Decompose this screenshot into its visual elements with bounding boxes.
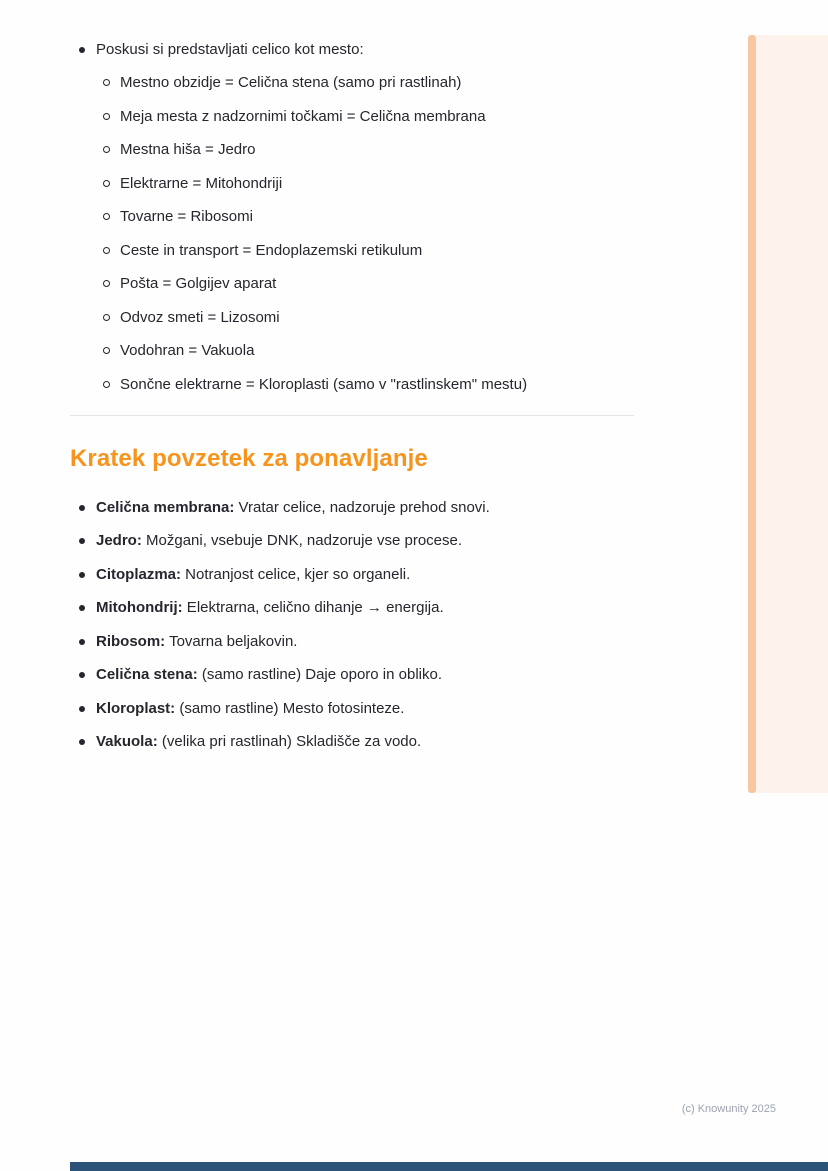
analogy-intro: Poskusi si predstavljati celico kot mesto: (96, 41, 364, 58)
list-item: Tovarne = Ribosomi (96, 207, 634, 226)
summary-heading: Kratek povzetek za ponavljanje (70, 444, 428, 472)
right-accent-panel (756, 35, 828, 793)
list-item (70, 632, 634, 651)
list-item (70, 699, 634, 718)
term-description: Notranjost celice, kjer so organeli. (181, 565, 411, 583)
term-description: (velika pri rastlinah) Skladišče za vodo. (157, 733, 422, 750)
list-item: Mestno obzidje = Celična stena (samo pri rastlinah) (96, 73, 634, 92)
term-label: Ribosom: (96, 632, 166, 650)
term-description: Možgani, vsebuje DNK, nadzoruje vse procese. (141, 532, 463, 549)
list-item: Pošta = Golgijev aparat (96, 274, 634, 293)
city-analogy-list (70, 40, 634, 394)
list-item: Mestna hiša = Jedro (96, 140, 634, 159)
list-item: Meja mesta z nadzornimi točkami = Celična membrana (96, 107, 634, 126)
right-accent-stripe (748, 35, 756, 793)
term-label: Citoplazma: (96, 565, 182, 583)
section-divider (70, 415, 634, 416)
list-item (70, 531, 634, 550)
term-label: Kloroplast: (96, 699, 176, 717)
term-label: Vakuola: (96, 733, 158, 750)
term-description: (samo rastline) Daje oporo in obliko. (197, 666, 442, 683)
list-item (70, 665, 634, 684)
term-description: Vratar celice, nadzoruje prehod snovi. (234, 498, 490, 516)
list-item: Elektrarne = Mitohondriji (96, 174, 634, 193)
list-item (70, 732, 634, 751)
list-item (70, 40, 634, 394)
list-item (70, 598, 634, 617)
city-analogy-sublist (96, 73, 634, 394)
summary-list (70, 498, 634, 752)
term-description: Tovarna beljakovin. (165, 632, 298, 650)
list-item: Sončne elektrarne = Kloroplasti (samo v "rastlinskem" mestu) (96, 375, 634, 394)
list-item: Ceste in transport = Endoplazemski retikulum (96, 241, 634, 260)
list-item: Vodohran = Vakuola (96, 341, 634, 360)
term-description: Elektrarna, celično dihanje → energija. (182, 599, 444, 616)
term-description: (samo rastline) Mesto fotosinteze. (175, 699, 405, 717)
list-item (70, 498, 634, 517)
list-item (70, 565, 634, 584)
bottom-blue-bar (70, 1162, 828, 1171)
term-label: Mitohondrij: (96, 599, 183, 616)
term-label: Jedro: (96, 532, 142, 549)
term-label: Celična stena: (96, 666, 198, 683)
list-item: Odvoz smeti = Lizosomi (96, 308, 634, 327)
content-area (70, 40, 634, 766)
term-label: Celična membrana: (96, 498, 235, 516)
copyright-footer: (c) Knowunity 2025 (681, 1103, 776, 1115)
